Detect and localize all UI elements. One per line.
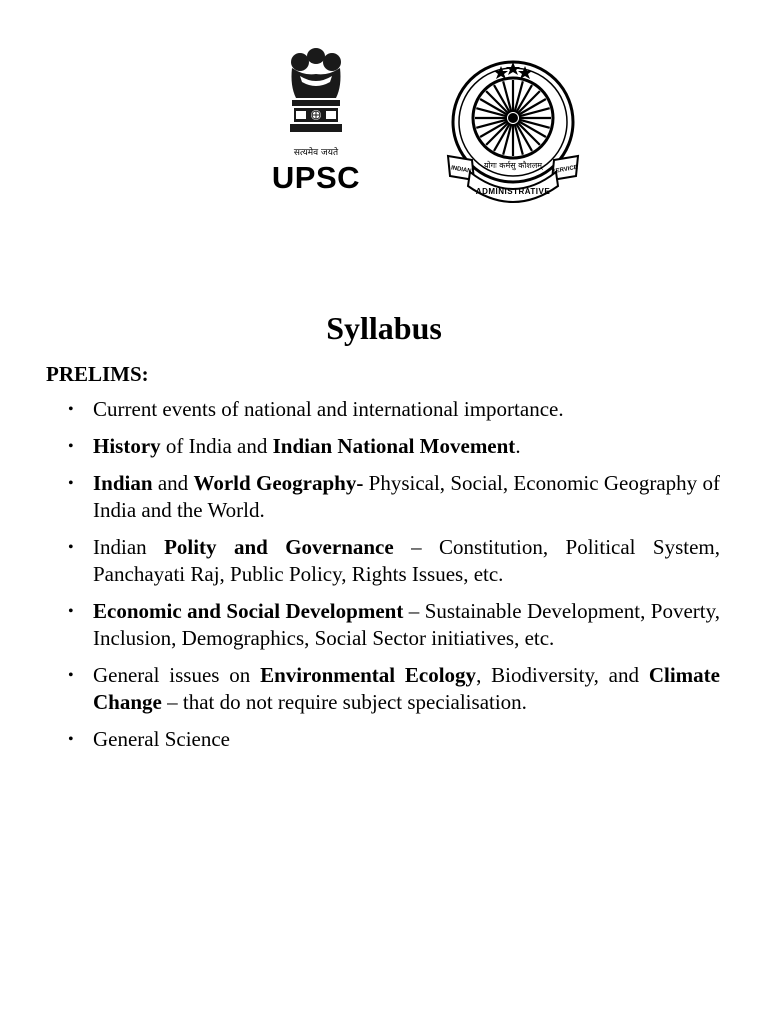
topic-keyword: Climate Change [93,663,720,714]
topic-keyword: Indian [93,471,153,495]
section-heading: PRELIMS: [46,362,149,386]
topic-text: Indian [93,535,165,559]
topic-text: , Biodiversity, and [476,663,649,687]
topic-text: General issues on [93,663,261,687]
list-item [0,662,720,716]
topic-keyword: Economic and Social Development [93,599,404,623]
seal-ribbon-right: SERVICE [551,164,579,176]
topic-text: – that do not require subject specialisation. [161,690,527,714]
topic-keyword: Indian National Movement [272,434,516,458]
topic-text: of India and [160,434,273,458]
topic-text: . [515,434,521,458]
topic-text: General Science [93,727,231,751]
topic-list [0,396,768,763]
topic-text: – Constitution, Political System, Panchayati Raj, Public Policy, Rights Issues, etc. [93,535,721,586]
header-logos [0,40,768,210]
list-item [0,433,720,460]
page-title: Syllabus [326,310,442,346]
upsc-wordmark: UPSC [271,160,361,195]
list-item [0,470,720,524]
list-item [0,396,720,423]
topic-keyword: Polity and Governance [164,535,394,559]
list-item [0,598,720,652]
ias-seal-icon [444,56,582,204]
topic-keyword: Environmental Ecology [260,663,477,687]
seal-ribbon-center: ADMINISTRATIVE [475,187,551,196]
seal-motto-text: योगः कर्मसु कौशलम् [483,161,543,170]
topic-text: Current events of national and international importance. [93,397,564,421]
topic-keyword: World Geography- [193,471,364,495]
lion-capital-emblem-icon [278,46,354,146]
topic-keyword: History [93,434,161,458]
seal-ribbon-left: INDIAN [450,165,472,175]
motto-text: सत्यमेव जयते [293,148,339,158]
topic-text: Physical, Social, Economic Geography of India and the World. [93,471,720,522]
list-item [0,726,720,753]
upsc-logo [258,40,374,200]
list-item [0,534,720,588]
topic-text: and [152,471,194,495]
topic-text: – Sustainable Development, Poverty, Inclusion, Demographics, Social Sector initiatives, etc. [93,599,720,650]
